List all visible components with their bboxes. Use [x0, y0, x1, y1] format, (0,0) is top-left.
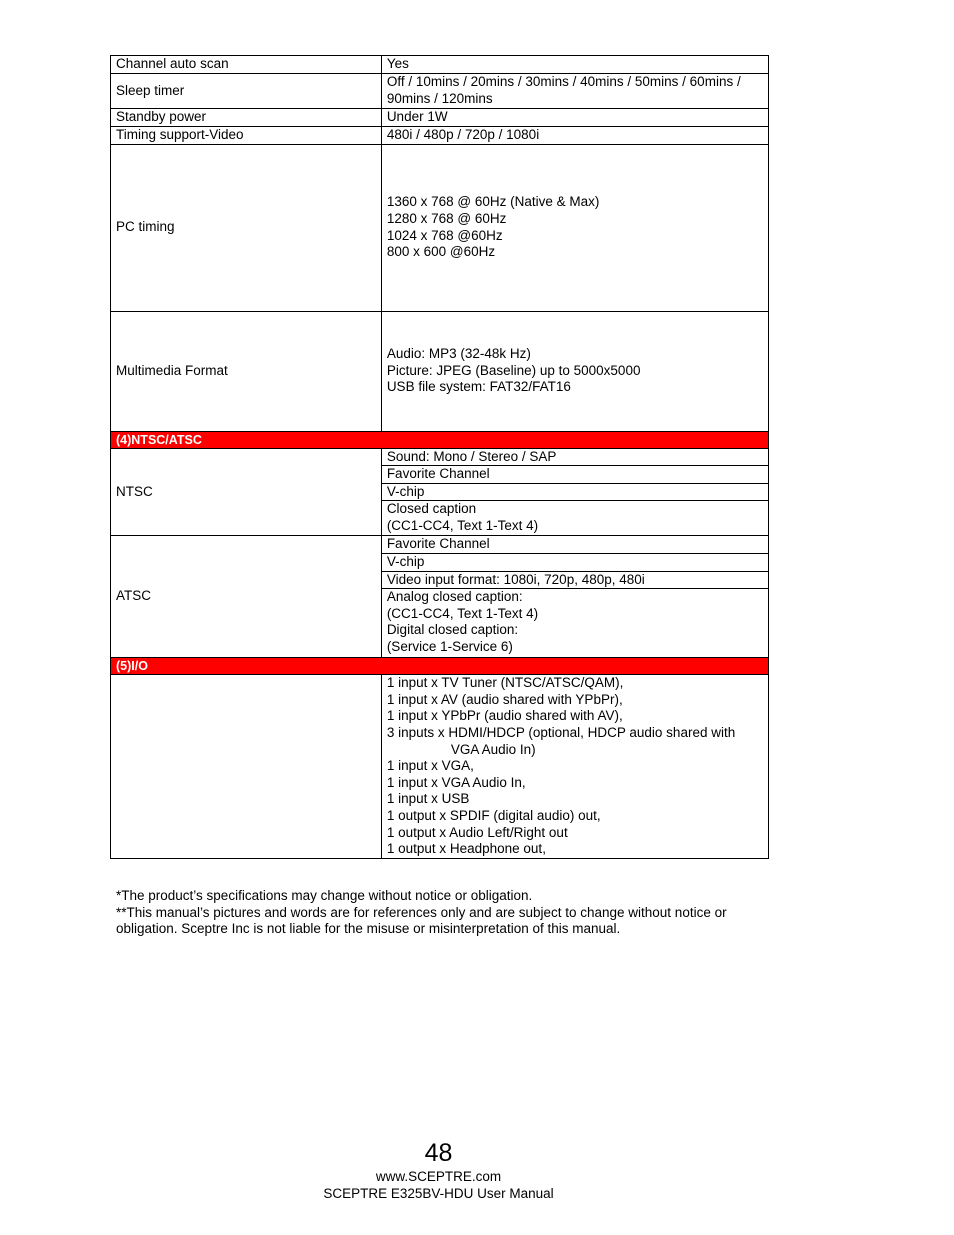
- caption-line: (Service 1-Service 6): [386, 638, 513, 654]
- pc-timing-line: 800 x 600 @60Hz: [386, 244, 496, 260]
- spec-label-atsc: ATSC: [111, 536, 382, 658]
- sleep-timer-options: Off / 10mins / 20mins / 30mins / 40mins / 50mins / 60mins / 90mins / 120mins: [386, 74, 741, 106]
- io-line: 1 input x YPbPr (audio shared with AV),: [386, 708, 623, 724]
- io-line: 1 input x VGA Audio In,: [386, 774, 526, 790]
- disclaimer-note: *The product’s specifications may change without notice or obligation.: [116, 888, 533, 903]
- io-line: 1 input x AV (audio shared with YPbPr),: [386, 691, 623, 707]
- spec-row-timing-support-video: [111, 126, 769, 144]
- spec-value: 480i / 480p / 720p / 1080i: [381, 126, 768, 144]
- spec-row-atsc: [111, 536, 769, 554]
- page-number: 48: [424, 1139, 453, 1167]
- spec-value: [381, 144, 768, 311]
- spec-label: Standby power: [111, 109, 382, 127]
- spec-value: Video input format: 1080i, 720p, 480p, 480i: [381, 571, 768, 589]
- section-title: (4)NTSC/ATSC: [111, 431, 769, 448]
- spec-row-io: [111, 675, 769, 859]
- spec-row-pc-timing: [111, 144, 769, 311]
- section-header-ntsc-atsc: [111, 431, 769, 448]
- spec-value: Favorite Channel: [381, 536, 768, 554]
- disclaimer-note: **This manual’s pictures and words are for references only and are subject to change without notice or obligation. Sceptre Inc is not liable for the misuse or misinterpretation of this manual.: [116, 904, 727, 937]
- spec-value: [381, 589, 768, 658]
- spec-value: [381, 675, 768, 859]
- caption-line: Digital closed caption:: [386, 622, 519, 638]
- spec-row-sleep-timer: [111, 74, 769, 109]
- spec-value: V-chip: [381, 483, 768, 501]
- spec-value: [381, 501, 768, 536]
- spec-row-ntsc: [111, 448, 769, 466]
- multimedia-line: Picture: JPEG (Baseline) up to 5000x5000: [386, 362, 641, 378]
- spec-value: [381, 311, 768, 431]
- pc-timing-line: 1024 x 768 @60Hz: [386, 227, 503, 243]
- section-title: (5)I/O: [111, 658, 769, 675]
- spec-value: [381, 74, 768, 109]
- io-line: VGA Audio In): [450, 741, 536, 757]
- spec-label: Sleep timer: [111, 74, 382, 109]
- spec-label-io: [111, 675, 382, 859]
- io-line: 1 input x TV Tuner (NTSC/ATSC/QAM),: [386, 675, 624, 691]
- spec-label: Multimedia Format: [111, 311, 382, 431]
- multimedia-line: USB file system: FAT32/FAT16: [386, 379, 571, 395]
- section-header-io: [111, 658, 769, 675]
- io-line: 1 input x VGA,: [386, 758, 474, 774]
- footer-website: www.SCEPTRE.com: [375, 1169, 502, 1184]
- caption-line: (CC1-CC4, Text 1-Text 4): [386, 517, 539, 533]
- spec-label: PC timing: [111, 144, 382, 311]
- io-line: 3 inputs x HDMI/HDCP (optional, HDCP audio shared with: [386, 724, 736, 740]
- io-line: 1 output x Audio Left/Right out: [386, 824, 568, 840]
- spec-row-standby-power: [111, 109, 769, 127]
- caption-line: Analog closed caption:: [386, 589, 523, 605]
- caption-line: Closed caption: [386, 501, 477, 517]
- pc-timing-line: 1280 x 768 @ 60Hz: [386, 211, 507, 226]
- spec-label-ntsc: NTSC: [111, 448, 382, 536]
- footer-manual-title: SCEPTRE E325BV-HDU User Manual: [323, 1186, 554, 1201]
- io-line: 1 input x USB: [386, 791, 470, 807]
- page-footer: [0, 1138, 877, 1202]
- spec-value: Sound: Mono / Stereo / SAP: [381, 448, 768, 466]
- disclaimer-notes: [116, 888, 776, 938]
- spec-table: [110, 55, 769, 859]
- spec-value: Favorite Channel: [381, 466, 768, 484]
- spec-value: Yes: [381, 56, 768, 74]
- io-line: 1 output x Headphone out,: [386, 841, 546, 857]
- spec-row-multimedia-format: [111, 311, 769, 431]
- spec-value: Under 1W: [381, 109, 768, 127]
- multimedia-line: Audio: MP3 (32-48k Hz): [386, 346, 531, 362]
- spec-label: Timing support-Video: [111, 126, 382, 144]
- io-line: 1 output x SPDIF (digital audio) out,: [386, 807, 601, 823]
- pc-timing-line: 1360 x 768 @ 60Hz (Native & Max): [386, 194, 600, 210]
- caption-line: (CC1-CC4, Text 1-Text 4): [386, 605, 539, 621]
- spec-value: V-chip: [381, 553, 768, 571]
- spec-label: Channel auto scan: [111, 56, 382, 74]
- spec-row-channel-auto-scan: [111, 56, 769, 74]
